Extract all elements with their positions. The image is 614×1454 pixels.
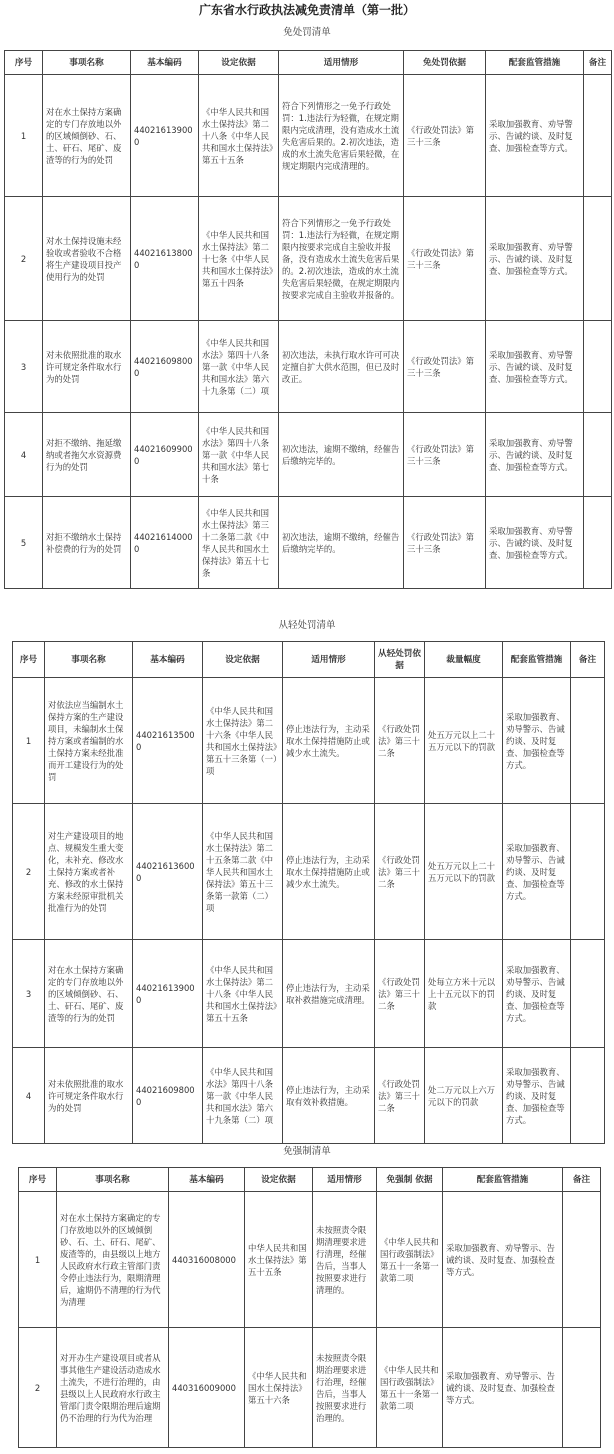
basic-code: 440216138000: [131, 197, 199, 321]
lenient-basis: 《行政处罚法》第三十二条: [375, 940, 425, 1048]
basic-code: 440216099000: [131, 413, 199, 497]
legal-basis: 《中华人民共和国水土保持法》第五十六条: [245, 1328, 313, 1448]
remarks: [584, 413, 612, 497]
table-row: [5, 497, 612, 589]
column-header: 事项名称: [43, 51, 131, 75]
column-header: 设定依据: [203, 642, 283, 678]
table-row: [13, 804, 605, 940]
item-name: 对在水土保持方案确定的专门存放地以外的区域倾倒砂、石、土、矸石、尾矿、废渣等的行为的处罚: [43, 75, 131, 197]
remarks: [584, 197, 612, 321]
exemption-basis: 《行政处罚法》第三十三条: [404, 321, 486, 413]
applicable-situation: 初次违法，逾期不缴纳，经催告后缴纳完毕的。: [279, 497, 404, 589]
column-header: 事项名称: [45, 642, 133, 678]
item-name: 对依法应当编制水土保持方案的生产建设项目，未编制水土保持方案或者编制的水土保持方案未经批准而开工建设行为的处罚: [45, 678, 133, 804]
basic-code: 440216139000: [131, 75, 199, 197]
table-row: [5, 413, 612, 497]
basic-code: 440316009000: [169, 1328, 245, 1448]
column-header: 配套监管措施: [503, 642, 571, 678]
remarks: [563, 1328, 601, 1448]
applicable-situation: 未按照责令限期治理要求进行治理，经催告后，当事人按照要求进行治理的。: [313, 1328, 377, 1448]
basic-code: 440216135000: [133, 678, 203, 804]
column-header: 备注: [563, 1168, 601, 1192]
lenient-basis: 《行政处罚法》第三十二条: [375, 678, 425, 804]
basic-code: 440216098000: [133, 1048, 203, 1144]
remarks: [584, 497, 612, 589]
column-header: 基本编码: [133, 642, 203, 678]
supervision-measures: 采取加强教育、劝导警示、告诫约谈、及时复查、加强检查等方式。: [486, 75, 584, 197]
exemption-basis: 《行政处罚法》第三十三条: [404, 75, 486, 197]
section-caption-no-enforcement: 免强制清单: [283, 1146, 331, 1157]
section-caption-exemption: 免处罚清单: [283, 27, 331, 38]
table-row: [5, 75, 612, 197]
column-header: 备注: [571, 642, 605, 678]
applicable-situation: 初次违法，未执行取水许可可决定擅自扩大供水范围，但已及时改正。: [279, 321, 404, 413]
column-header: 基本编码: [169, 1168, 245, 1192]
remarks: [571, 678, 605, 804]
supervision-measures: 采取加强教育、劝导警示、告诫约谈、及时复查、加强检查等方式。: [486, 497, 584, 589]
lenient-basis: 《行政处罚法》第三十二条: [375, 1048, 425, 1144]
supervision-measures: 采取加强教育、劝导警示、告诫约谈、及时复查、加强检查等方式。: [503, 1048, 571, 1144]
discretion-range: 处二万元以上六万元以下的罚款: [425, 1048, 503, 1144]
exemption-basis: 《行政处罚法》第三十三条: [404, 197, 486, 321]
row-number: 3: [5, 321, 43, 413]
column-header: 序号: [19, 1168, 57, 1192]
no-enforcement-basis: 《中华人民共和国行政强制法》第五十一条第一款第二项: [377, 1192, 443, 1328]
legal-basis: 《中华人民共和国水土保持法》第二十六条《中华人民共和国水土保持法》第五十三条第（一）项: [203, 678, 283, 804]
table-row: [5, 197, 612, 321]
table-header-row: [19, 1168, 601, 1192]
column-header: 事项名称: [57, 1168, 169, 1192]
column-header: 免处罚依据: [404, 51, 486, 75]
legal-basis: 《中华人民共和国水法》第四十八条第一款《中华人民共和国水法》第六十九条第（二）项: [199, 321, 279, 413]
row-number: 1: [13, 678, 45, 804]
exemption-basis: 《行政处罚法》第三十三条: [404, 413, 486, 497]
section-caption-lenient: 从轻处罚清单: [278, 620, 336, 631]
remarks: [571, 940, 605, 1048]
legal-basis: 《中华人民共和国水法》第四十八条第一款《中华人民共和国水法》第七十条: [199, 413, 279, 497]
item-name: 对未依照批准的取水许可规定条件取水行为的处罚: [45, 1048, 133, 1144]
basic-code: 440216098000: [131, 321, 199, 413]
row-number: 4: [13, 1048, 45, 1144]
column-header: 裁量幅度: [425, 642, 503, 678]
column-header: 适用情形: [279, 51, 404, 75]
discretion-range: 处每立方米十元以上十五元以下的罚款: [425, 940, 503, 1048]
remarks: [571, 1048, 605, 1144]
row-number: 5: [5, 497, 43, 589]
basic-code: 440216140000: [131, 497, 199, 589]
column-header: 配套监管措施: [443, 1168, 563, 1192]
applicable-situation: 停止违法行为，主动采取补救措施完成清理。: [283, 940, 375, 1048]
column-header: 序号: [5, 51, 43, 75]
row-number: 1: [5, 75, 43, 197]
row-number: 3: [13, 940, 45, 1048]
no-enforcement-table: [18, 1167, 601, 1448]
applicable-situation: 停止违法行为，主动采取水土保持措施防止或减少水土流失。: [283, 804, 375, 940]
legal-basis: 中华人民共和国水土保持法》第五十五条: [245, 1192, 313, 1328]
basic-code: 440216136000: [133, 804, 203, 940]
legal-basis: 《中华人民共和国水法》第四十八条第一款《中华人民共和国水法》第六十九条第（二）项: [203, 1048, 283, 1144]
column-header: 设定依据: [245, 1168, 313, 1192]
applicable-situation: 未按照责令限期清理要求进行清理，经催告后，当事人按照要求进行清理的。: [313, 1192, 377, 1328]
basic-code: 440216139000: [133, 940, 203, 1048]
item-name: 对在水土保持方案确定的专门存放地以外的区域倾倒砂、石、土、矸石、尾矿、废渣等的，由县级以上地方人民政府水行政主管部门责令停止违法行为，限期清理后，逾期仍不清理的行为代为清理: [57, 1192, 169, 1328]
discretion-range: 处五万元以上二十五万元以下的罚款: [425, 678, 503, 804]
applicable-situation: 停止违法行为，主动采取水土保持措施防止或减少水土流失。: [283, 678, 375, 804]
column-header: 配套监管措施: [486, 51, 584, 75]
lenient-basis: 《行政处罚法》第三十二条: [375, 804, 425, 940]
supervision-measures: 采取加强教育、劝导警示、告诫约谈、及时复查、加强检查等方式。: [486, 197, 584, 321]
exemption-table: [4, 50, 612, 589]
table-header-row: [5, 51, 612, 75]
table-row: [19, 1192, 601, 1328]
remarks: [584, 321, 612, 413]
item-name: 对生产建设项目的地点、规模发生重大变化，未补充、修改水土保持方案或者补充、修改的水土保持方案未经原审批机关批准行为的处罚: [45, 804, 133, 940]
table-header-row: [13, 642, 605, 678]
legal-basis: 《中华人民共和国水土保持法》第二十五条第二款《中华人民共和国水土保持法》第五十三条第一款第（二）项: [203, 804, 283, 940]
remarks: [584, 75, 612, 197]
applicable-situation: 符合下列情形之一免予行政处罚：1.违法行为轻微，在规定期限内完成清理，没有造成水土流失危害后果的。2.初次违法，造成的水土流失危害后果轻微，在规定期限内完成清理的。: [279, 75, 404, 197]
remarks: [563, 1192, 601, 1328]
supervision-measures: 采取加强教育、劝导警示、告诫约谈、及时复查、加强检查等方式。: [503, 678, 571, 804]
legal-basis: 《中华人民共和国水土保持法》第二十八条《中华人民共和国水土保持法》第五十五条: [203, 940, 283, 1048]
column-header: 从轻处罚依据: [375, 642, 425, 678]
legal-basis: 《中华人民共和国水土保持法》第三十二条第二款《中华人民共和国水土保持法》第五十七条: [199, 497, 279, 589]
legal-basis: 《中华人民共和国水土保持法》第二十八条《中华人民共和国水土保持法》第五十五条: [199, 75, 279, 197]
column-header: 设定依据: [199, 51, 279, 75]
item-name: 对拒不缴纳水土保持补偿费的行为的处罚: [43, 497, 131, 589]
row-number: 1: [19, 1192, 57, 1328]
item-name: 对拒不缴纳、拖延缴纳或者拖欠水资源费行为的处罚: [43, 413, 131, 497]
supervision-measures: 采取加强教育、劝导警示、告诫约谈、及时复查、加强检查等方式。: [486, 413, 584, 497]
column-header: 基本编码: [131, 51, 199, 75]
row-number: 2: [13, 804, 45, 940]
column-header: 免强制 依据: [377, 1168, 443, 1192]
row-number: 4: [5, 413, 43, 497]
column-header: 适用情形: [313, 1168, 377, 1192]
no-enforcement-basis: 《中华人民共和国行政强制法》第五十一条第一款第二项: [377, 1328, 443, 1448]
applicable-situation: 初次违法，逾期不缴纳，经催告后缴纳完毕的。: [279, 413, 404, 497]
supervision-measures: 采取加强教育、劝导警示、告诫约谈、及时复查、加强检查等方式。: [443, 1192, 563, 1328]
table-row: [13, 678, 605, 804]
table-row: [19, 1328, 601, 1448]
exemption-basis: 《行政处罚法》第三十三条: [404, 497, 486, 589]
column-header: 适用情形: [283, 642, 375, 678]
basic-code: 440316008000: [169, 1192, 245, 1328]
supervision-measures: 采取加强教育、劝导警示、告诫约谈、及时复查、加强检查等方式。: [486, 321, 584, 413]
page-title: 广东省水行政执法减免责清单（第一批）: [198, 3, 415, 17]
column-header: 备注: [584, 51, 612, 75]
item-name: 对在水土保持方案确定的专门存放地以外的区域倾倒砂、石、土、矸石、尾矿、废渣等的行为的处罚: [45, 940, 133, 1048]
remarks: [571, 804, 605, 940]
applicable-situation: 符合下列情形之一免予行政处罚：1.违法行为轻微，在规定期限内按要求完成自主验收并报备，没有造成水土流失危害后果的。2.初次违法，造成的水土流失危害后果轻微，在规定期限内按要求完成自主验收并报备的。: [279, 197, 404, 321]
item-name: 对水土保持设施未经验收或者验收不合格将生产建设项目投产使用行为的处罚: [43, 197, 131, 321]
column-header: 序号: [13, 642, 45, 678]
applicable-situation: 停止违法行为，主动采取有效补救措施。: [283, 1048, 375, 1144]
row-number: 2: [5, 197, 43, 321]
supervision-measures: 采取加强教育、劝导警示、告诫约谈、及时复查、加强检查等方式。: [503, 804, 571, 940]
table-row: [13, 940, 605, 1048]
discretion-range: 处五万元以上二十五万元以下的罚款: [425, 804, 503, 940]
legal-basis: 《中华人民共和国水土保持法》第二十七条《中华人民共和国水土保持法》第五十四条: [199, 197, 279, 321]
table-row: [13, 1048, 605, 1144]
item-name: 对开办生产建设项目或者从事其他生产建设活动造成水土流失，不进行治理的，由县级以上人民政府水行政主管部门责令限期治理后逾期仍不治理的行为代为治理: [57, 1328, 169, 1448]
row-number: 2: [19, 1328, 57, 1448]
supervision-measures: 采取加强教育、劝导警示、告诫约谈、及时复查、加强检查等方式。: [443, 1328, 563, 1448]
item-name: 对未依照批准的取水许可规定条件取水行为的处罚: [43, 321, 131, 413]
lenient-table: [12, 641, 605, 1144]
supervision-measures: 采取加强教育、劝导警示、告诫约谈、及时复查、加强检查等方式。: [503, 940, 571, 1048]
table-row: [5, 321, 612, 413]
